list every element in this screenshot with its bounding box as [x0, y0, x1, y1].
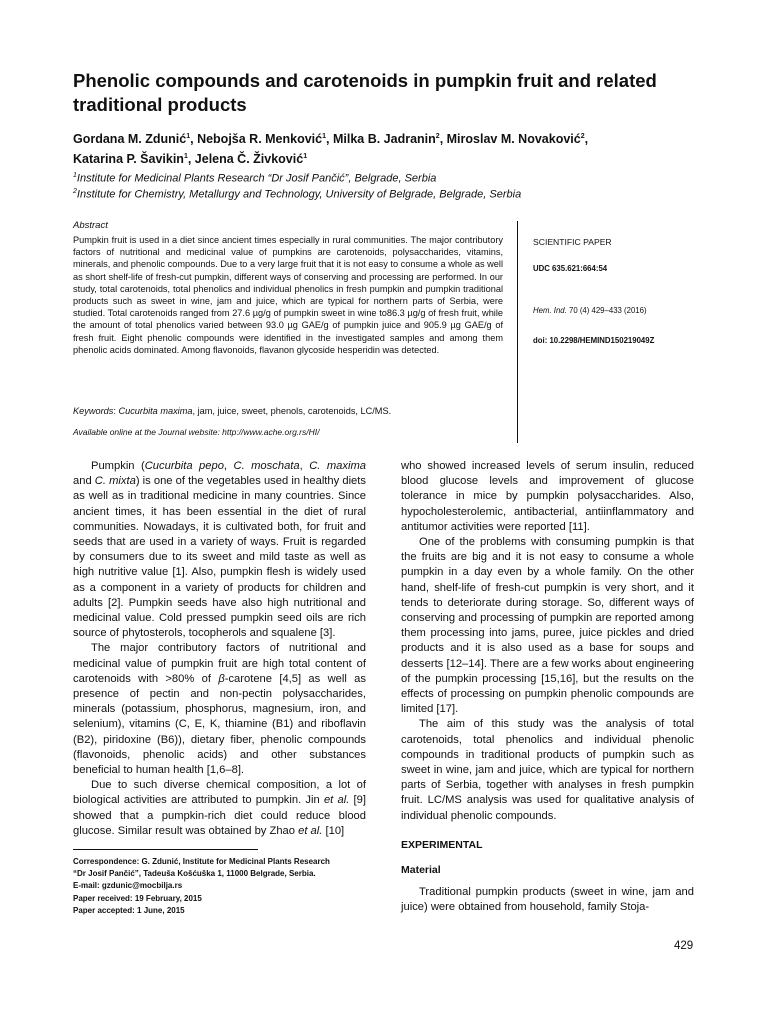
author-name: Milka B. Jadranin — [332, 132, 436, 147]
footnote-divider — [73, 849, 258, 850]
udc-code: UDC 635.621:664:54 — [533, 264, 608, 273]
body-column-right — [401, 459, 694, 916]
paper-type: SCIENTIFIC PAPER — [533, 237, 612, 247]
affiliation-text: Institute for Medicinal Plants Research “Dr Josif Pančić”, Belgrade, Serbia — [76, 172, 437, 185]
author-name: Katarina P. Šavikin — [73, 152, 184, 167]
footnote-line: “Dr Josif Pančić”, Tadeuša Košćuška 1, 11000 Belgrade, Serbia. — [73, 869, 316, 879]
sidebar-divider — [517, 221, 518, 443]
author-affiliation-mark: 2 — [435, 133, 440, 140]
footnote-accepted: Paper accepted: 1 June, 2015 — [73, 905, 185, 915]
author-list — [73, 128, 693, 168]
page-number: 429 — [674, 940, 694, 952]
journal-volume: 70 (4) 429–433 (2016) — [566, 306, 647, 315]
body-paragraph: Traditional pumpkin products (sweet in wine, jam and juice) were obtained from household, family Stoja- — [401, 886, 694, 914]
body-paragraph: The major contributory factors of nutritional and medicinal value of pumpkin fruit are high total content of carotenoids with >80% of β-carotene [4,5] as well as presence of pectin and non-pectin polysaccharides, minerals (potassium, phosphorus, magnesium, iron, and selenium), vitamins (C, E, K, thiamine (B1) and riboflavin (B2), piridoxine (B6)), dietary fiber, phenolic compounds (flavonoids, phenolic acids) and other substances beneficial to human health [1,6–8]. — [73, 642, 367, 777]
footnote-email[interactable]: E-mail: gzdunic@mocbilja.rs — [73, 881, 183, 891]
author-line-1: Gordana M. Zdunić$^1$, Nebojša R. Menković$^1$, Milka B. Jadranin$^2$, Miroslav M. Novaković$^2$, — [73, 132, 589, 147]
doi[interactable]: doi: 10.2298/HEMIND150219049Z — [533, 336, 655, 345]
author-affiliation-mark: 2 — [580, 133, 585, 140]
keywords-label: Keywords — [73, 406, 114, 416]
journal-name: Hem. Ind. — [533, 306, 567, 315]
body-paragraph: Pumpkin (Cucurbita pepo, C. moschata, C. maxima and C. mixta) is one of the vegetables used in healthy diets as well as in traditional medicine in many countries. Since ancient times, it has been essential in the diet of rural communities. Nowadays, it is cultivated both, for fruit and seeds that are used in a variety of ways. Fruit is regarded by consumers due to its sweet and mild taste as well as high nutritive value [1]. Also, pumpkin flesh is widely used as a component in a variety of products for children and adults [2]. Pumpkin seeds have also high nutritional and medicinal value. Cold pressed pumpkin seed oils are rich source of phytosterols, tocopherols and squalene [3]. — [73, 460, 366, 640]
author-name: Nebojša R. Menković — [197, 132, 323, 147]
journal-reference — [533, 305, 733, 317]
keywords: Keywords: Cucurbita maxima, jam, juice, sweet, phenols, carotenoids, LC/MS. — [73, 406, 392, 416]
body-column-left — [73, 459, 366, 839]
correspondence-footnote — [73, 856, 373, 917]
author-affiliation-mark: 1 — [183, 153, 188, 161]
species-name: C. maxima — [309, 460, 366, 472]
author-name: Gordana M. Zdunić — [73, 132, 187, 147]
footnote-received: Paper received: 19 February, 2015 — [73, 893, 202, 903]
author-name: Miroslav M. Novaković — [446, 132, 581, 147]
abstract-label: Abstract — [73, 220, 108, 231]
footnote-line: Correspondence: G. Zdunić, Institute for Medicinal Plants Research — [73, 857, 330, 866]
body-paragraph: who showed increased levels of serum insulin, reduced blood glucose levels and improvement of glucose tolerance in mice by pumpkin polysaccharides. Also, hypocholesterolemic, antibacterial, antiinflammatory and antitumor activities were reported [11]. — [401, 460, 694, 533]
body-paragraph: Due to such diverse chemical composition, a lot of biological activities are attributed to pumpkin. Jin et al. [9] showed that a pumpkin-rich diet could reduce blood glucose. Similar result was obtained by Zhao et al. [10] — [73, 779, 366, 837]
author-affiliation-mark: 1 — [303, 153, 308, 161]
species-name: C. mixta — [94, 475, 136, 488]
affiliation-mark: 2 — [73, 188, 77, 195]
author-name: Jelena Č. Živković — [194, 152, 304, 167]
abstract-text: Pumpkin fruit is used in a diet since ancient times especially in rural communities. The major contributory factors of nutritional and medicinal value of pumpkins are carotenoids, polysaccharides, vitamins, minerals, and phenolic compounds. Due to a very large fruit that it is not easy to consume a whole as well as short shelf-life of fresh-cut pumpkin, different ways of conserving and processing are performed. In our study, total carotenoids, total phenolics and individual phenolics in fresh pumpkin and pumpkin traditional products such as sweet in wine, jam and juice, which are typical for northern parts of Serbia, were studied. Total carotenoids ranged from 27.6 µg/g of pumpkin sweet in wine to86.3 µg/g of fresh fruit, while the amount of total phenolics varied between 93.0 µg GAE/g of pumpkin juice and 905.9 µg GAE/g of fresh fruit. Eight phenolic compounds were identified in the investigated samples and among them phenolic acids dominated. Among flavonoids, flavanon glycoside hesperidin was detected. — [73, 235, 503, 355]
affiliation-text: Institute for Chemistry, Metallurgy and Technology, University of Belgrade, Belgrade, Serbia — [76, 188, 522, 201]
species-name: C. moschata — [233, 460, 300, 472]
author-affiliation-mark: 1 — [322, 133, 327, 140]
body-paragraph: One of the problems with consuming pumpkin is that the fruits are big and it is not easy to consume a whole pumpkin in a day even by a whole family. On the other hand, shelf-life of fresh-cut pumpkin is very short, and it tends to deteriorate during storage. So, different ways of conserving and processing of pumpkin are reported among them processing into jams, puree, juice pickles and dried products and it is also used as a base for soups and desserts [12–14]. There are a few works about engineering of the pumpkin processing [15,16], but the results on the effects of processing on pumpkin phenolic compounds are limited [17]. — [401, 536, 694, 716]
keywords-list: , jam, juice, sweet, phenols, carotenoids, LC/MS. — [192, 406, 392, 416]
beta-symbol: β — [218, 672, 225, 685]
abstract-section — [73, 220, 503, 356]
keywords-species: Cucurbita maxima — [118, 406, 193, 416]
body-paragraph: The aim of this study was the analysis of total carotenoids, total phenolics and individual phenolic compounds in traditional products of pumpkin such as sweet in wine, jam and juice, which are typical for northern parts of Serbia, together with analyses in fresh pumpkin fruit. LC/MS analysis was used for qualitative analysis of individual phenolic compounds. — [401, 718, 694, 822]
author-affiliation-mark: 1 — [186, 133, 191, 140]
author-line-2: Katarina P. Šavikin$^1$, Jelena Č. Živković$^1$ — [73, 152, 308, 167]
species-name: Cucurbita pepo — [144, 460, 224, 472]
available-online-link[interactable]: Available online at the Journal website: http://www.ache.org.rs/HI/ — [73, 427, 320, 437]
paper-title: Phenolic compounds and carotenoids in pumpkin fruit and related traditional products — [73, 70, 657, 115]
affiliation-mark: 1 — [73, 172, 77, 179]
section-heading-experimental: EXPERIMENTAL — [401, 838, 483, 851]
affiliation-2 — [73, 184, 693, 203]
subsection-heading-material: Material — [401, 864, 441, 877]
